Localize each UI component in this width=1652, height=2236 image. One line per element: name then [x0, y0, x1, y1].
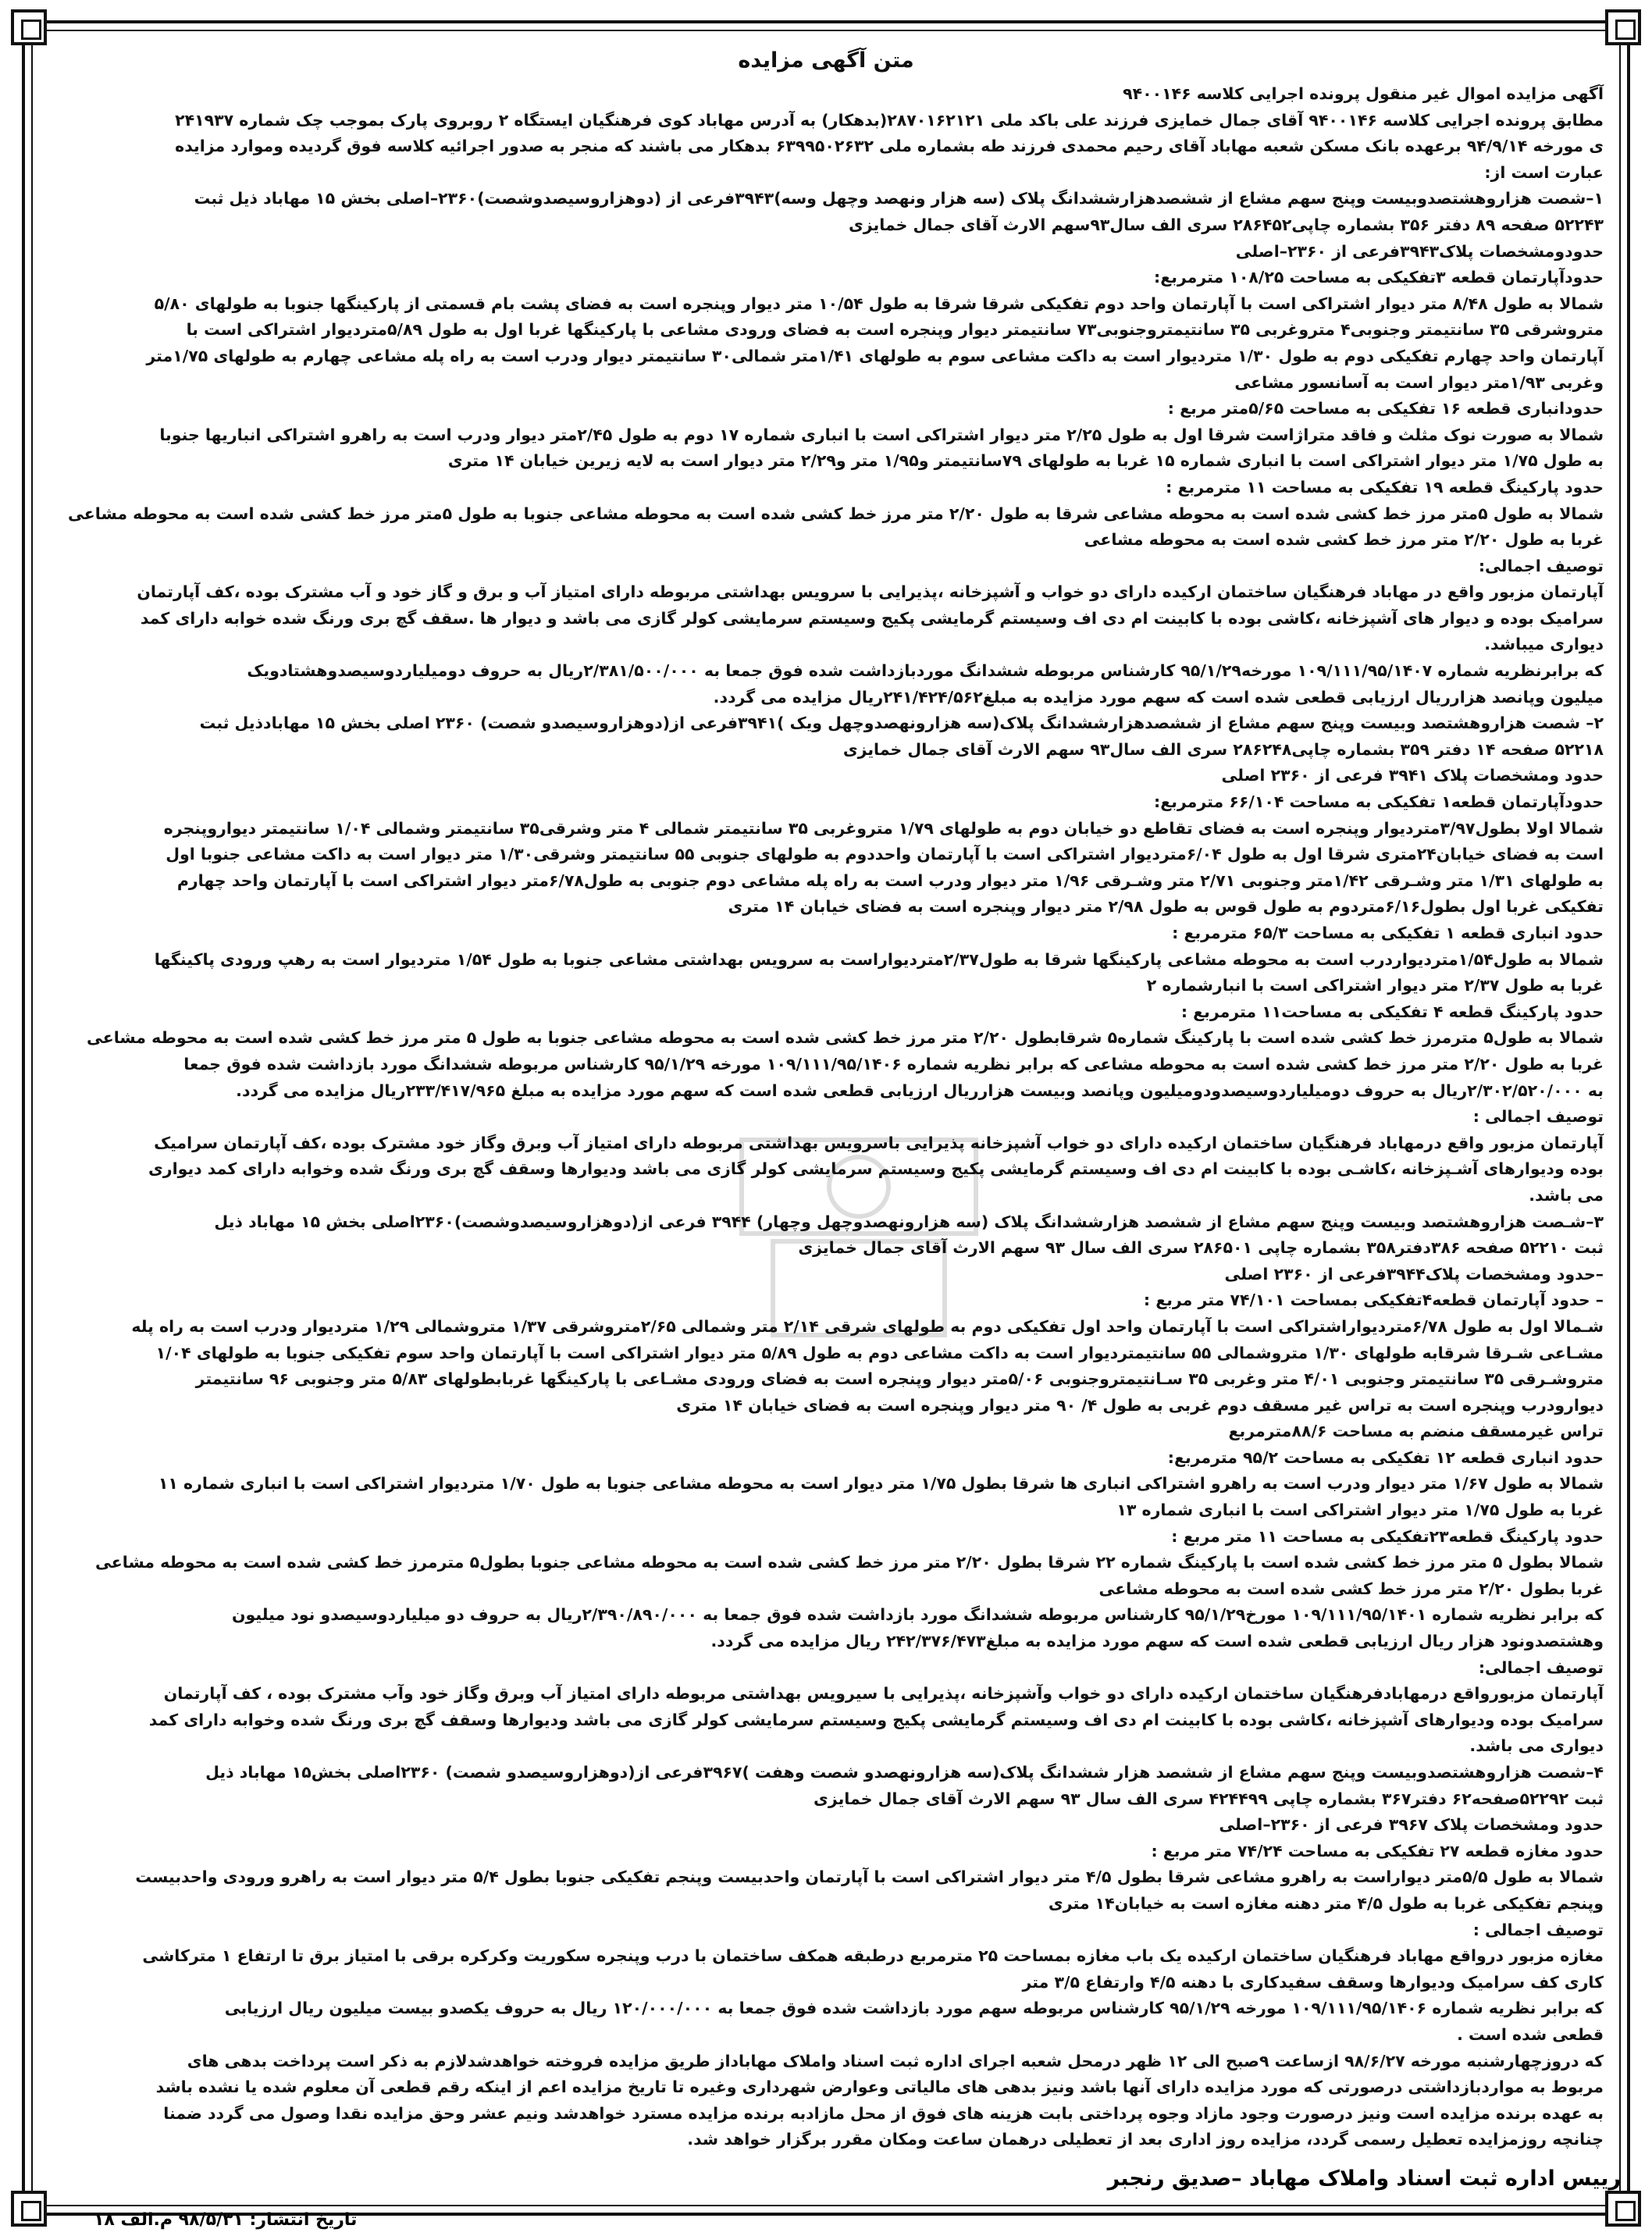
notice-line: توصیف اجمالی :: [1472, 1920, 1604, 1939]
notice-title: متن آگهی مزایده: [738, 48, 914, 73]
notice-line: بوده ودیوارهای آشـپزخانه ،کاشـی بوده با کابینت ام دی اف وسیستم گرمایشی پکیج وسیستم سرمایشی کولر گازی می باشد ودیوارها وسقف گچ بری ورنگ شده وخوابه دارای کمد دیواری: [148, 1159, 1604, 1179]
notice-line: حدود پارکینگ قطعه ۴ تفکیکی به مساحت۱۱ مترمربع :: [1180, 1002, 1604, 1021]
notice-line: سرامیک بوده ودیوارهای آشپزخانه ،کاشی بوده با کابینت ام دی اف وسیستم گرمایشی پکیج وسیستم سرمایشی کولر گازی می باشد ودیوارها وسقف گچ بری ورنگ شده وخوابه دارای کمد: [148, 1710, 1604, 1729]
notice-line: ۵۲۲۴۳ صفحه ۸۹ دفتر ۳۵۶ بشماره چاپی۲۸۶۴۵۲ سری الف سال۹۳سهم الارث آقای جمال خمایزی: [848, 215, 1604, 234]
notice-line: قطعی شده است .: [1457, 2024, 1604, 2044]
notice-line: – حدود آپارتمان قطعه۴تفکیکی بمساحت ۷۴/۱۰۱ متر مربع :: [1143, 1291, 1604, 1310]
notice-line: حدودومشخصات پلاک۳۹۴۳فرعی از ۲۳۶۰–اصلی: [1235, 241, 1604, 261]
notice-line: دیواری میباشد.: [1484, 635, 1604, 654]
notice-line: آپارتمان مزبور واقع درمهاباد فرهنگیان ساختمان ارکیده دارای دو خواب آشپزخانه پذیرایی باسرویس بهداشتی مربوطه دارای امتیاز آب وبرق وگاز خود مشترک بوده ،کف آپارتمان سرامیک: [154, 1133, 1604, 1152]
notice-line: –حدود ومشخصات پلاک۳۹۴۴فرعی از ۲۳۶۰ اصلی: [1224, 1264, 1604, 1284]
notice-line: حدودآپارتمان قطعه ۳تفکیکی به مساحت ۱۰۸/۲۵ مترمربع:: [1154, 268, 1604, 287]
notice-line: حدودآپارتمان قطعه۱ تفکیکی به مساحت ۶۶/۱۰۴ مترمربع:: [1154, 792, 1604, 812]
notice-line: حدود انباری قطعه ۱۲ تفکیکی به مساحت ۹۵/۲ مترمربع:: [1167, 1447, 1604, 1467]
notice-body: [48, 45, 1604, 2189]
notice-line: که برابرنظریه شماره ۱۰۹/۱۱۱/۹۵/۱۴۰۷ مورخه۹۵/۱/۲۹ کارشناس مربوطه ششدانگ موردبازداشت شده فوق جمعا به ۲/۳۸۱/۵۰۰/۰۰۰ریال به حروف دومیلیاردوسیصدوهشتادویک: [247, 661, 1604, 681]
notice-line: وغربی ۱/۹۳متر دیوار است به آسانسور مشاعی: [1234, 372, 1604, 392]
notice-line: غربا به طول ۱/۷۵ متر دیوار اشتراکی است با انباری شماره ۱۳: [1116, 1501, 1604, 1520]
notice-line: شمالا بطول ۵ متر مرز خط کشی شده است با پارکینگ شماره ۲۲ شرقا بطول ۲/۲۰ متر مرز خط کشی شده است به محوطه مشاعی جنوبا بطول۵ مترمرز خط کشی شده است به محوطه مشاعی: [95, 1553, 1604, 1572]
notice-line: شمالا به صورت نوک مثلث و فاقد متراژاست شرقا اول به طول ۲/۲۵ متر دیوار اشتراکی است با انباری شماره ۱۷ دوم به طول ۲/۴۵متر دیوار ودرب است به راهرو اشتراکی انباریها جنوبا: [159, 425, 1604, 444]
notice-line: تراس غیرمسقف منضم به مساحت ۸۸/۶مترمربع: [1228, 1422, 1604, 1441]
notice-line: سرامیک بوده و دیوار های آشپزخانه ،کاشی بوده با کابینت ام دی اف وسیستم گرمایشی پکیج وسیستم سرمایشی کولر گازی می باشد و دیوار ها .سقف گچ بری ورنگ شده خوابه دارای کمد: [140, 608, 1604, 628]
notice-line: غربا بطول ۲/۲۰ متر مرز خط کشی شده است به محوطه مشاعی: [1098, 1579, 1604, 1598]
notice-line: شمالا به طول۱/۵۴متردیواردرب است به محوطه مشاعی پارکینگها شرقا به طول۲/۳۷متردیواراست به سرویس بهداشتی مشاعی جنوبا به طول ۱/۵۴ متردیوار است به رهپ ورودی پاکینگها: [154, 949, 1604, 969]
notice-line: ۴–شصت هزاروهشتصدوبیست وپنج سهم مشاع از ششصد هزار ششدانگ پلاک(سه هزارونهصدو شصت وهفت )۳۹۶۷فرعی از(دوهزاروسیصدو شصت) ۲۳۶۰اصلی بخش۱۵ مهاباد ذیل: [205, 1763, 1604, 1782]
notice-line: شمالا به طول ۱/۶۷ متر دیوار ودرب است به راهرو اشتراکی انباری ها شرقا بطول ۱/۷۵ متر دیوار است به محوطه مشاعی جنوبا به طول ۱/۷۰ متردیوار اشتراکی است با انباری شماره ۱۱: [158, 1474, 1604, 1494]
publish-date: تاریخ انتشار: ۹۸/۵/۳۱ م.الف ۱۸: [94, 2210, 358, 2230]
corner-ornament: [1605, 9, 1641, 45]
notice-line: ۱–شصت هزاروهشتصدوبیست وپنج سهم مشاع از ششصدهزارششدانگ پلاک (سه هزار ونهصد وچهل وسه)۳۹۴۳فرعی از (دوهزاروسیصدوشصت)۲۳۶۰–اصلی بخش ۱۵ مهاباد ذیل ثبت: [194, 189, 1604, 208]
notice-line: شمالا به طول ۵/۵متر دیواراست به راهرو مشاعی شرقا بطول ۴/۵ متر دیوار اشتراکی است با آپارتمان واحدبیست وپنجم تفکیکی جنوبا بطول ۵/۴ متر دیوار است به راهرو ورودی واحدبیست: [135, 1867, 1604, 1887]
notice-line: ی مورخه ۹۴/۹/۱۴ برعهده بانک مسکن شعبه مهاباد آقای رحیم محمدی فرزند طه بشماره ملی ۶۳۹۹۵۰۲۶۳۲ بدهکار می باشند که منجر به صدور اجرائیه کلاسه فوق گردیده وموارد مزایده: [175, 137, 1604, 156]
corner-ornament: [11, 2191, 47, 2227]
notice-line: مطابق پرونده اجرایی کلاسه ۹۴۰۰۱۴۶ آقای جمال خمایزی فرزند علی باکد ملی ۲۸۷۰۱۶۲۱۲۱(بدهکار) به آدرس مهاباد کوی فرهنگیان ایستگاه ۲ روبروی پارک بموجب چک شماره ۲۴۱۹۳۷: [175, 110, 1604, 130]
notice-line: ۲– شصت هزاروهشتصد وبیست وپنج سهم مشاع از ششصدهزارششدانگ پلاک(سه هزارونهصدوچهل ویک )۳۹۴۱فرعی از(دوهزاروسیصدو شصت) ۲۳۶۰ اصلی بخش ۱۵ مهابادذیل ثبت: [199, 714, 1604, 733]
corner-ornament: [11, 9, 47, 45]
notice-line: حدود ومشخصات پلاک ۳۹۶۷ فرعی از ۲۳۶۰–اصلی: [1219, 1815, 1604, 1835]
notice-line: وپنجم تفکیکی غربا به طول ۴/۵ متر دهنه مغازه است به خیابان۱۴ متری: [1048, 1893, 1604, 1913]
notice-line: دیوارودرب وپنجره است به تراس غیر مسقف دوم غربی به طول ۴/ ۹۰ متر دیوار وپنجره است به فضای خیابان ۱۴ متری: [676, 1395, 1604, 1415]
notice-line: غربا به طول ۲/۳۷ متر دیوار اشتراکی است با انبارشماره ۲: [1146, 976, 1604, 995]
notice-line: حدودانباری قطعه ۱۶ تفکیکی به مساحت ۵/۶۵متر مربع :: [1167, 399, 1604, 418]
notice-line: به طولهای ۱/۳۱ متر وشـرقی ۱/۴۲متر وجنوبی ۲/۷۱ متر وشـرقی ۱/۹۶ متر دیوار ودرب است به راه پله مشاعی دوم جنوبی به طول۶/۷۸متر دیوار اشتراکی است با آپارتمان واحد چهارم: [176, 871, 1604, 890]
notice-line: توصیف اجمالی:: [1478, 1657, 1604, 1677]
notice-line: که برابر نظریه شماره ۱۰۹/۱۱۱/۹۵/۱۴۰۶ مورخه ۹۵/۱/۲۹ کارشناس مربوطه سهم مورد بازداشت شده فوق جمعا به ۱۲۰/۰۰۰/۰۰۰ ریال به حروف یکصدو بیست میلیون ریال ارزیابی: [224, 1999, 1604, 2018]
notice-line: می باشد.: [1529, 1185, 1604, 1205]
notice-line: میلیون وپانصد هزارریال ارزیابی قطعی شده است که سهم مورد مزایده به مبلغ۲۴۱/۴۲۴/۵۶۲ریال مزایده می گردد.: [713, 687, 1604, 707]
notice-line: آپارتمان مزبور واقع در مهاباد فرهنگیان ساختمان ارکیده دارای دو خواب و آشپزخانه ،پذیرایی با سرویس بهداشتی مربوطه دارای امتیاز آب و برق و گاز خود و آب مشترک بوده ،کف آپارتمان: [137, 582, 1604, 602]
notice-line: دیواری می باشد.: [1469, 1736, 1604, 1756]
notice-line: که برابر نظریه شماره ۱۰۹/۱۱۱/۹۵/۱۴۰۱ مورخ۹۵/۱/۲۹ کارشناس مربوطه ششدانگ مورد بازداشت شده فوق جمعا به ۲/۳۹۰/۸۹۰/۰۰۰ریال به حروف دو میلیاردوسیصدو نود میلیون: [232, 1605, 1604, 1625]
notice-line: ثبت ۵۲۲۹۲صفحه۶۲ دفتر۳۶۷ بشماره چاپی ۴۲۴۴۹۹ سری الف سال ۹۳ سهم الارث آقای جمال خمایزی: [814, 1789, 1604, 1808]
corner-ornament: [1605, 2191, 1641, 2227]
notice-line: شمالا به طول ۵متر مرز خط کشی شده است به محوطه مشاعی شرقا به طول ۲/۲۰ متر مرز خط کشی شده است به محوطه مشاعی جنوبا به طول ۵متر مرز خط کشی شده است به محوطه مشاعی: [68, 504, 1604, 523]
notice-line: غربا به طول ۲/۲۰ متر مرز خط کشی شده است به محوطه مشاعی: [1084, 530, 1604, 550]
notice-line: ۵۲۲۱۸ صفحه ۱۴ دفتر ۳۵۹ بشماره چاپی۲۸۶۲۴۸ سری الف سال۹۳ سهم الارث آقای جمال خمایزی: [842, 739, 1604, 759]
notice-line: شـمالا اول به طول ۶/۷۸متردیواراشتراکی است با آپارتمان واحد اول تفکیکی دوم به طولهای شرقی ۲/۱۴ متر وشمالی ۲/۶۵متروشرقی ۱/۳۷ متروشمالی ۱/۲۹ متردیوار ودرب است به راه پله: [131, 1316, 1604, 1336]
notice-line: مربوط به مواردبازداشتی درصورتی که مورد مزایده دارای آنها باشد ونیز بدهی های مالیاتی وعوارض شهرداری وغیره تا تاریخ مزایده اعم از اینکه رقم قطعی آن معلوم شده یا نشده باشد: [155, 2078, 1604, 2097]
notice-line: عبارت است از:: [1484, 162, 1604, 182]
notice-line: ثبت ۵۲۲۱۰ صفحه ۳۸۶دفتر۳۵۸ بشماره چاپی ۲۸۶۵۰۱ سری الف سال ۹۳ سهم الارث آقای جمال خمایزی: [798, 1238, 1604, 1258]
signature: رییس اداره ثبت اسناد واملاک مهاباد –صدیق رنجبر: [1107, 2167, 1621, 2191]
notice-line: حدود پارکینگ قطعه۲۳تفکیکی به مساحت ۱۱ متر مربع :: [1171, 1526, 1604, 1546]
notice-line: حدود ومشخصات پلاک ۳۹۴۱ فرعی از ۲۳۶۰ اصلی: [1221, 766, 1604, 785]
notice-line: غربا به طول ۲/۲۰ متر مرز خط کشی شده است به محوطه مشاعی که برابر نظریه شماره ۱۰۹/۱۱۱/۹۵/۱۴۰۶ مورخه ۹۵/۱/۲۹ کارشناس مربوطه ششدانگ مورد بازداشت شده فوق جمعا: [183, 1054, 1604, 1073]
notice-line: متروشرقی ۳۵ سانتیمتر وجنوبی۴ متروغربی ۳۵ سانتیمتروجنوبی۷۳ سانتیمتر دیوار وپنجره است به فضای ورودی مشاعی با پارکینگها غربا اول به طول ۵/۸۹متردیوار اشتراکی است با: [186, 320, 1604, 340]
notice-line: به طول ۱/۷۵ متر دیوار اشتراکی است با انباری شماره ۱۵ غربا به طولهای ۷۹سانتیمتر و۱/۹۵ متر و۲/۲۹ متر دیوار است به لایه زیرین خیابان ۱۴ متری: [447, 451, 1604, 471]
notice-line: مشـاعی شـرقا شرقابه طولهای ۱/۳۰ متروشمالی ۵۵ سانتیمتردیوار است به داکت مشاعی دوم به طول ۵/۸۹ متر دیوار اشتراکی است با آپارتمان واحد سوم تفکیکی جنوبا به طولهای ۱/۰۴: [155, 1343, 1604, 1362]
notice-line: متروشـرقی ۳۵ سانتیمتر وجنوبی ۴/۰۱ متر وغربی ۳۵ سـانتیمتروجنوبی ۵/۰۶متر دیوار وپنجره است به فضای ورودی مشـاعی با پارکینگها غربابطولهای ۵/۸۳ متر وجنوبی ۹۶ سانتیمتر: [195, 1369, 1604, 1389]
notice-line: حدود مغازه قطعه ۲۷ تفکیکی به مساحت ۷۴/۲۴ متر مربع :: [1151, 1841, 1604, 1860]
notice-line: است به فضای خیابان۲۴متری شرقا اول به طول ۶/۰۴متردیوار اشتراکی است با آپارتمان واحددوم به طولهای جنوبی ۵۵ سانتیمتر وشرقی۱/۳۰ متر دیوار است به داکت مشاعی جنوبا اول: [166, 845, 1604, 864]
notice-line: حدود پارکینگ قطعه ۱۹ تفکیکی به مساحت ۱۱ مترمربع :: [1166, 477, 1604, 497]
notice-line: چنانچه روزمزایده تعطیل رسمی گردد، مزایده روز اداری بعد از تعطیلی درهمان ساعت ومکان مقرر برگزار خواهد شد.: [687, 2130, 1604, 2149]
notice-line: شمالا به طول۵ مترمرز خط کشی شده است با پارکینگ شماره۵ شرقابطول ۲/۲۰ متر مرز خط کشی شده است به محوطه مشاعی جنوبا به طول ۵ متر مرز خط کشی شده است به محوطه مشاعی: [86, 1028, 1604, 1048]
notice-text: [48, 81, 1604, 2153]
notice-line: آگهی مزایده اموال غیر منقول پرونده اجرایی کلاسه ۹۴۰۰۱۴۶: [1123, 84, 1604, 103]
notice-line: وهشتصدونود هزار ریال ارزیابی قطعی شده است که سهم مورد مزایده به مبلغ۲۴۲/۳۷۶/۴۷۳ ریال مزایده می گردد.: [710, 1632, 1604, 1651]
notice-line: شمالا اولا بطول۳/۹۷متردیوار وپنجره است به فضای تقاطع دو خیابان دوم به طولهای ۱/۷۹ متروغربی ۳۵ سانتیمتر شمالی ۴ متر وشرقی۳۵ سانتیمتر وشمالی ۱/۰۴ سانتیمتر دیواروپنجره: [163, 818, 1604, 838]
notice-line: آپارتمان واحد چهارم تفکیکی دوم به طول ۱/۳۰ متردیوار است به داکت مشاعی سوم به طولهای ۱/۴۱متر شمالی۳۰ سانتیمتر دیوار ودرب است به راه پله مشاعی چهارم به طولهای ۱/۷۵متر: [146, 346, 1604, 365]
notice-line: تفکیکی غربا اول بطول۶/۱۶متردوم به طول قوس به طول ۲/۹۸ متر دیوار وپنجره است به فضای خیابان ۱۴ متری: [728, 897, 1604, 917]
notice-line: حدود انباری قطعه ۱ تفکیکی به مساحت ۶۵/۳ مترمربع :: [1172, 924, 1604, 942]
notice-line: ۳–شـصت هزاروهشتصد وبیست وپنج سهم مشاع از ششصد هزارششدانگ پلاک (سه هزارونهصدوچهل وچهار) ۳۹۴۴ فرعی از(دوهزاروسیصدوشصت)۲۳۶۰اصلی بخش ۱۵ مهاباد ذیل: [214, 1212, 1604, 1231]
notice-line: کاری کف سرامیک ودیوارها وسقف سفیدکاری با دهنه ۴/۵ وارتفاع ۳/۵ متر: [1022, 1972, 1604, 1992]
notice-line: مغازه مزبور درواقع مهاباد فرهنگیان ساختمان ارکیده یک باب مغازه بمساحت ۲۵ مترمربع درطبقه همکف ساختمان با درب وپنجره سکوریت وکرکره برقی با امتیاز برق تا ارتفاع ۱ مترکاشی: [142, 1946, 1604, 1966]
notice-line: توصیف اجمالی :: [1472, 1107, 1604, 1127]
notice-line: شمالا به طول ۸/۴۸ متر دیوار اشتراکی است با آپارتمان واحد دوم تفکیکی شرقا شرقا به طول ۱۰/۵۴ متر دیوار وپنجره است به فضای پشت بام قسمتی از پارکینگها جنوبا به طولهای ۵/۸۰: [154, 294, 1604, 313]
notice-line: به عهده برنده مزایده است ونیز درصورت وجود مازاد وجوه پرداختی بابت هزینه های فوق از محل مازادبه برنده مزایده مسترد خواهدشد ونیم عشر وحق مزایده نقدا وصول می گردد ضمنا: [163, 2103, 1604, 2123]
notice-line: آپارتمان مزبورواقع درمهابادفرهنگیان ساختمان ارکیده دارای دو خواب وآشپزخانه ،پذیرایی با سیرویس بهداشتی مربوطه دارای امتیاز آب وبرق وگاز خود وآب مشترک بوده ، کف آپارتمان: [163, 1684, 1604, 1704]
notice-line: به ۲/۳۰۲/۵۲۰/۰۰۰ریال به حروف دومیلیاردوسیصدودومیلیون وپانصد وبیست هزارریال ارزیابی قطعی شده است که سهم مورد مزایده به مبلغ ۲۳۳/۴۱۷/۹۶۵ریال مزایده می گردد.: [236, 1081, 1604, 1100]
notice-line: که دروزچهارشنبه مورخه ۹۸/۶/۲۷ ازساعت ۹صبح الی ۱۲ ظهر درمحل شعبه اجرای اداره ثبت اسناد واملاک مهاباداز طریق مزایده فروخته خواهدشدلازم به ذکر است پرداخت بدهی های: [187, 2051, 1604, 2070]
notice-line: توصیف اجمالی:: [1478, 556, 1604, 575]
